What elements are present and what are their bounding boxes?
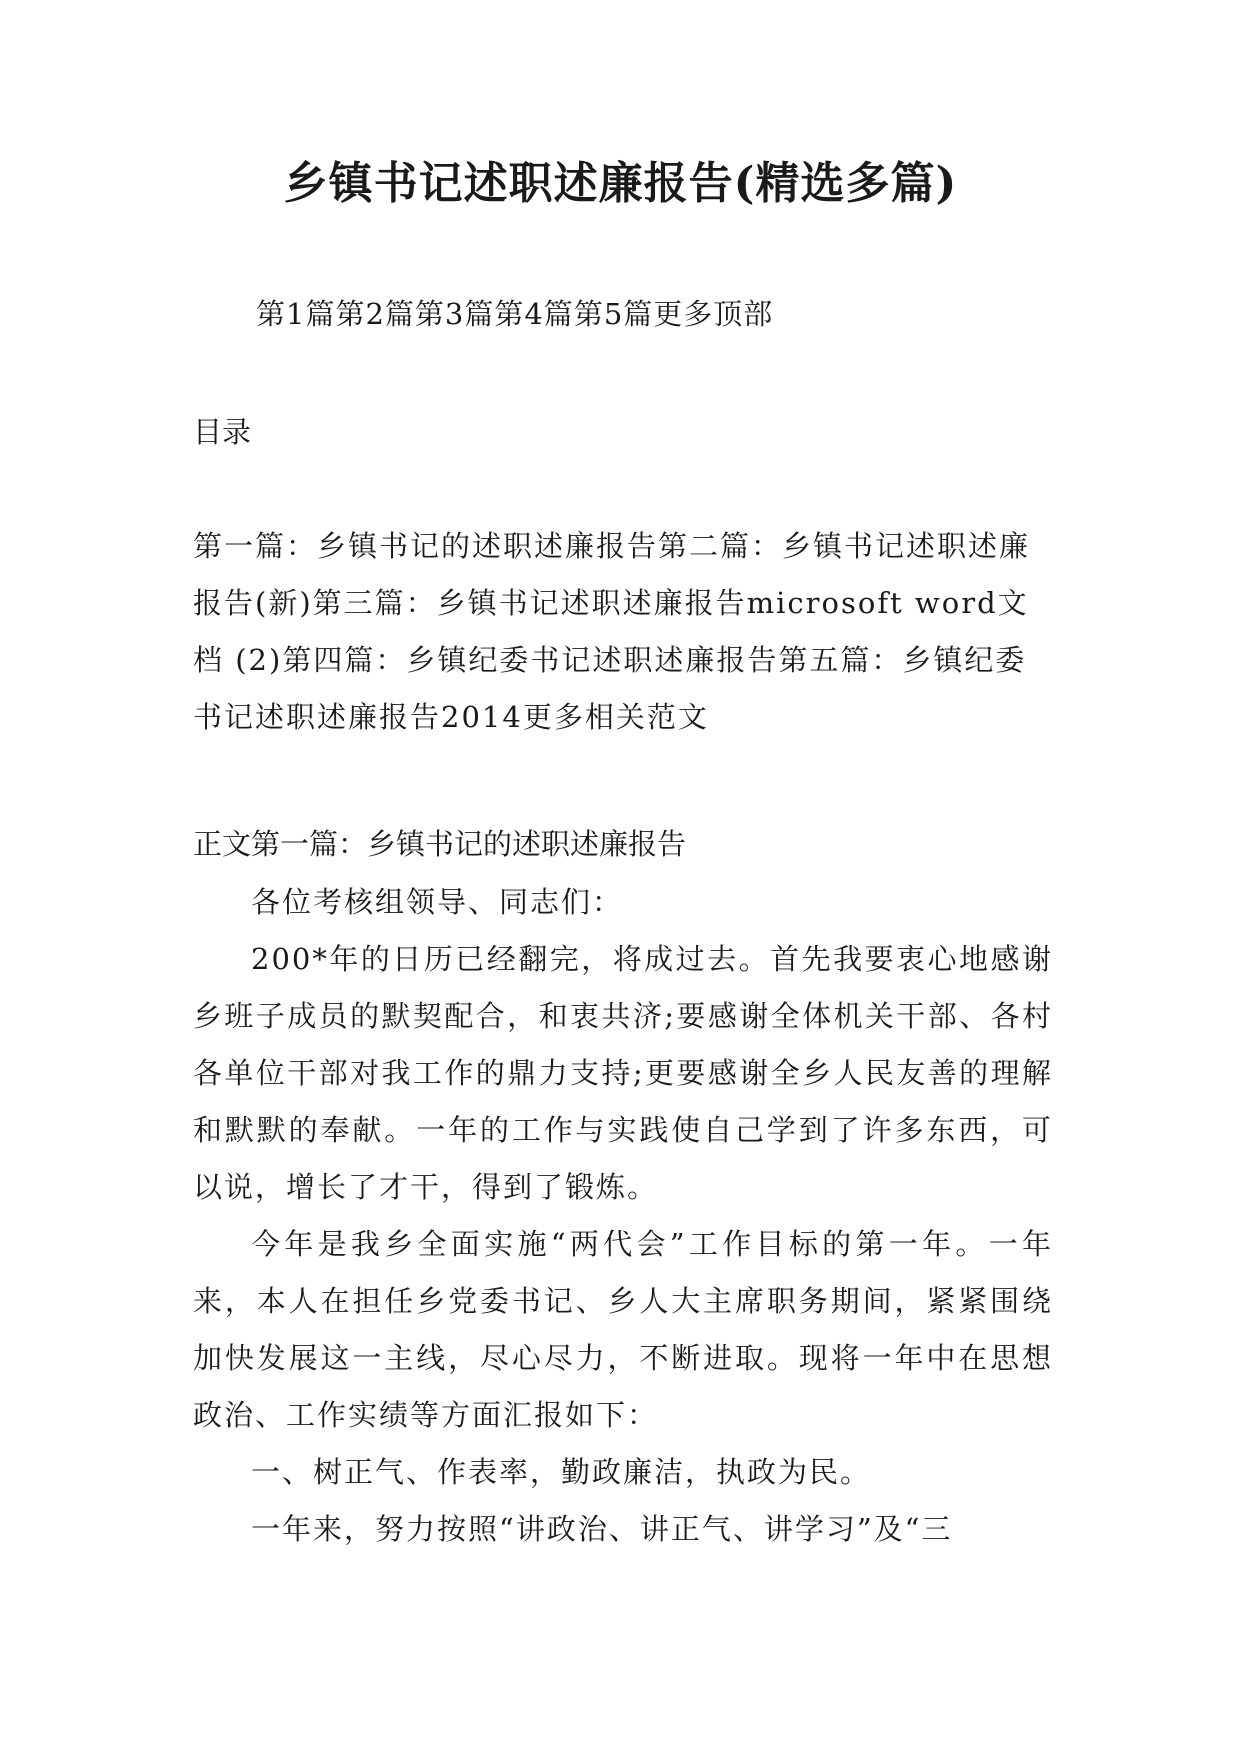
toc-item-2[interactable]: 第二篇：乡镇书记述职述廉报告(新) xyxy=(193,529,1031,620)
paragraph-1: 200*年的日历已经翻完，将成过去。首先我要衷心地感谢乡班子成员的默契配合，和衷共济;要感谢全体机关干部、各村各单位干部对我工作的鼎力支持;更要感谢全乡人民友善的理解和默默的奉献。一年的工作与实践使自己学到了许多东西，可以说，增长了才干，得到了锻炼。 xyxy=(193,942,1053,1204)
toc-item-3[interactable]: 第三篇：乡镇书记述职述廉报告microsoft word文档 (2) xyxy=(193,586,1029,677)
nav-article-5[interactable]: 第5篇 xyxy=(573,297,654,331)
toc-item-4[interactable]: 第四篇：乡镇纪委书记述职述廉报告 xyxy=(282,643,779,677)
toc-item-more[interactable]: 更多相关范文 xyxy=(522,700,709,734)
toc-item-5[interactable]: 第五篇：乡镇纪委书记述职述廉报告2014 xyxy=(193,643,1027,734)
document-title: 乡镇书记述职述廉报告(精选多篇) xyxy=(283,158,958,209)
main-heading: 正文第一篇：乡镇书记的述职述廉报告 xyxy=(193,827,687,861)
salutation: 各位考核组领导、同志们： xyxy=(251,885,624,919)
section-heading-1: 一、树正气、作表率，勤政廉洁，执政为民。 xyxy=(251,1455,872,1489)
nav-article-4[interactable]: 第4篇 xyxy=(494,297,574,331)
nav-more[interactable]: 更多 xyxy=(653,297,714,331)
table-of-contents xyxy=(193,518,1053,746)
nav-article-3[interactable]: 第3篇 xyxy=(414,297,495,331)
nav-article-2[interactable]: 第2篇 xyxy=(335,297,415,331)
toc-item-1[interactable]: 第一篇：乡镇书记的述职述廉报告 xyxy=(193,529,659,563)
article-content xyxy=(193,874,1053,1558)
nav-article-1[interactable]: 第1篇 xyxy=(256,297,336,331)
paragraph-3: 一年来，努力按照“讲政治、讲正气、讲学习”及“三 xyxy=(251,1512,953,1546)
nav-top[interactable]: 顶部 xyxy=(713,297,774,331)
paragraph-2: 今年是我乡全面实施“两代会”工作目标的第一年。一年来，本人在担任乡党委书记、乡人大主席职务期间，紧紧围绕加快发展这一主线，尽心尽力，不断进取。现将一年中在思想政治、工作实绩等方面汇报如下： xyxy=(193,1227,1053,1432)
article-nav xyxy=(256,292,773,336)
toc-heading: 目录 xyxy=(193,415,252,449)
